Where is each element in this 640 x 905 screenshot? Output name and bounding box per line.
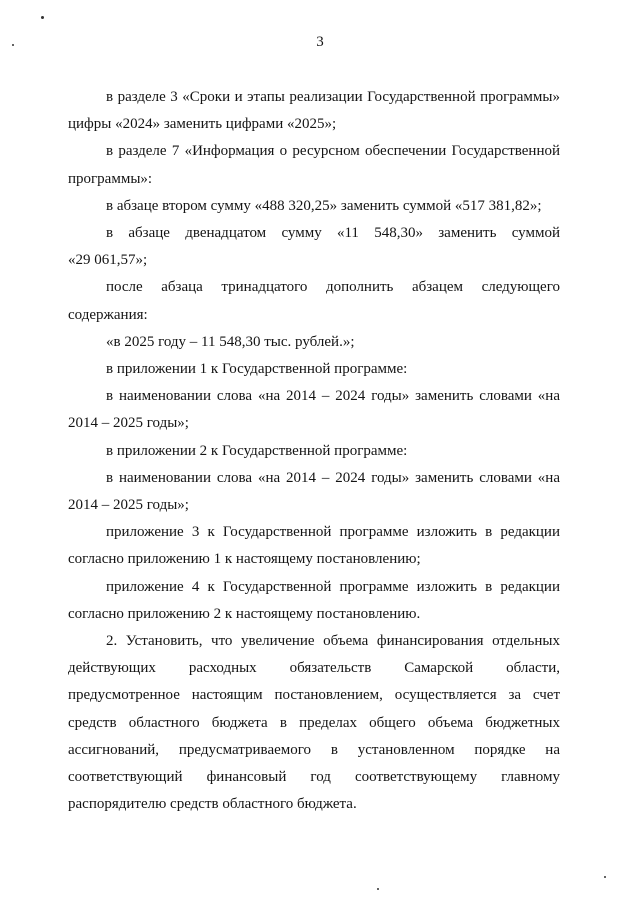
paragraph-line: в наименовании слова «на 2014 – 2024 годы» заменить словами «на (106, 469, 560, 486)
paragraph-line: согласно приложению 1 к настоящему постановлению; (68, 551, 421, 568)
paragraph (68, 220, 560, 274)
paragraph-line: ассигнований, предусматриваемого в установленном порядке на (68, 741, 560, 758)
paragraph (68, 574, 560, 628)
paragraph-line: согласно приложению 2 к настоящему постановлению. (68, 605, 421, 622)
paragraph-line: соответствующий финансовый год соответствующему главному (68, 769, 560, 786)
paragraph-line: приложение 4 к Государственной программе изложить в редакции (106, 578, 560, 595)
paragraph (68, 356, 560, 383)
paragraph (68, 465, 560, 519)
paragraph-line: «29 061,57»; (68, 252, 148, 269)
paragraph (68, 138, 560, 192)
paragraph-line: действующих расходных обязательств Самарской области, (68, 660, 560, 677)
paragraph-line: содержания: (68, 306, 148, 323)
page-number: 3 (316, 34, 324, 50)
paragraph-line: приложение 3 к Государственной программе изложить в редакции (106, 524, 560, 541)
paragraph-line: в разделе 7 «Информация о ресурсном обеспечении Государственной (106, 143, 560, 160)
paragraph (68, 519, 560, 573)
paragraph-line: «в 2025 году – 11 548,30 тыс. рублей.»; (106, 333, 355, 350)
scan-speck (41, 16, 44, 19)
paragraph-line: 2014 – 2025 годы»; (68, 497, 189, 514)
paragraph (68, 628, 560, 818)
scan-speck (604, 876, 606, 878)
paragraph-line: после абзаца тринадцатого дополнить абзацем следующего (106, 279, 560, 296)
paragraph (68, 274, 560, 328)
paragraph-line: в приложении 2 к Государственной программе: (106, 442, 408, 459)
paragraph (68, 329, 560, 356)
document-body (68, 84, 560, 818)
paragraph (68, 84, 560, 138)
scan-speck (12, 44, 14, 46)
paragraph-line: программы»: (68, 170, 153, 187)
paragraph-line: 2. Установить, что увеличение объема финансирования отдельных (106, 633, 560, 650)
paragraph-line: средств областного бюджета в пределах общего объема бюджетных (68, 714, 560, 731)
scan-speck (377, 888, 379, 890)
paragraph-line: предусмотренное настоящим постановлением, осуществляется за счет (68, 687, 560, 704)
paragraph-line: в наименовании слова «на 2014 – 2024 годы» заменить словами «на (106, 388, 560, 405)
paragraph (68, 193, 560, 220)
paragraph-line: в приложении 1 к Государственной программе: (106, 361, 408, 378)
paragraph (68, 438, 560, 465)
paragraph-line: в абзаце втором сумму «488 320,25» заменить суммой «517 381,82»; (106, 197, 542, 214)
paragraph-line: 2014 – 2025 годы»; (68, 415, 189, 432)
paragraph-line: цифры «2024» заменить цифрами «2025»; (68, 116, 337, 133)
paragraph-line: в абзаце двенадцатом сумму «11 548,30» заменить суммой (106, 225, 560, 242)
paragraph-line: распорядителю средств областного бюджета. (68, 796, 357, 813)
paragraph (68, 383, 560, 437)
paragraph-line: в разделе 3 «Сроки и этапы реализации Государственной программы» (106, 89, 560, 105)
